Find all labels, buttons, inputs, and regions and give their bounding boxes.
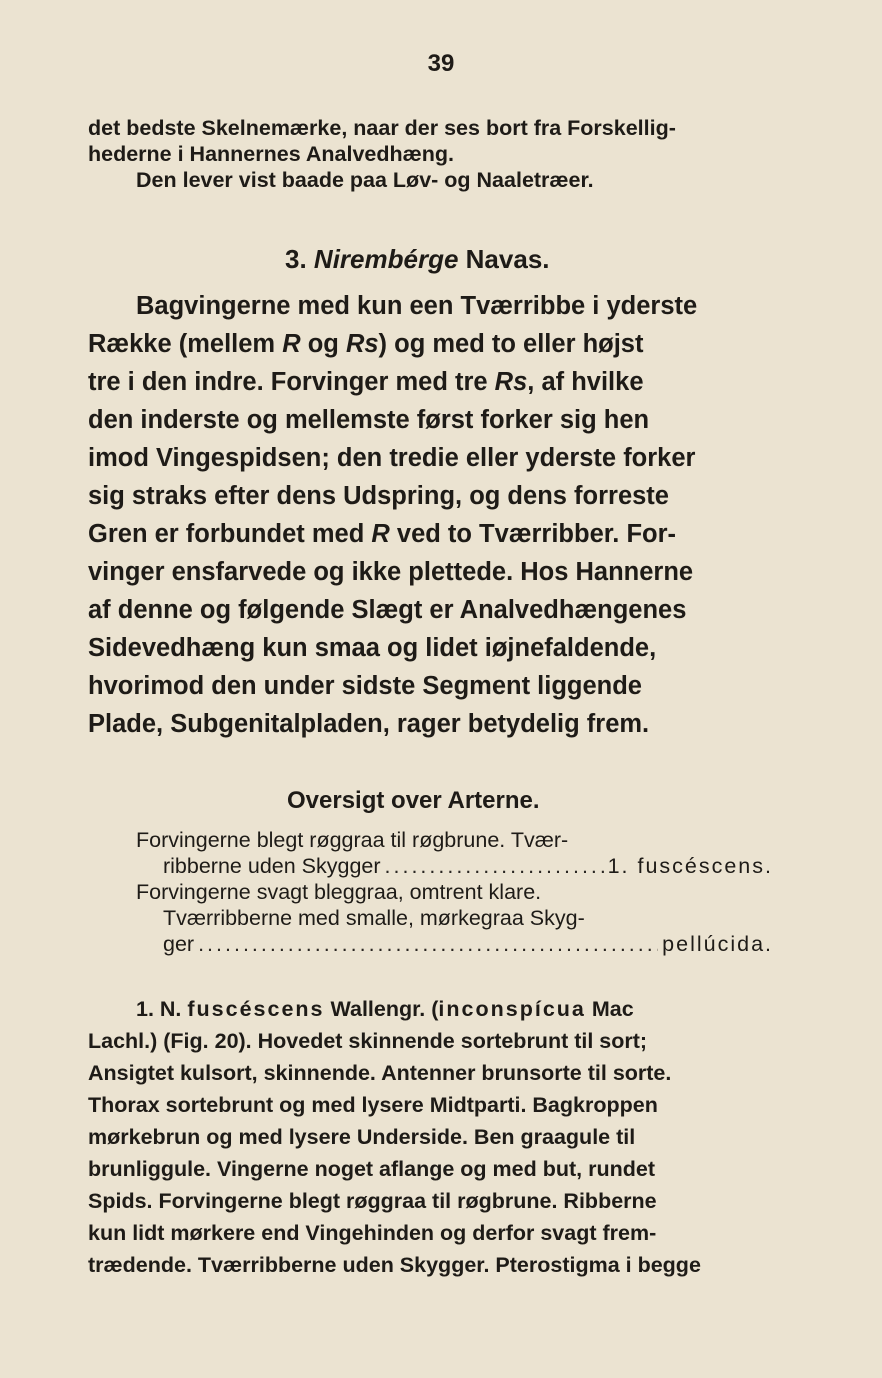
vein-label-rs: Rs — [345, 330, 379, 358]
intro-line-1: det bedste Skelnemærke, naar der ses bort fra Forskellig- — [88, 116, 676, 140]
species-name: fuscéscens — [187, 997, 325, 1021]
description-line-3-part: , af hvilke — [527, 368, 644, 396]
key-entry-2 — [163, 932, 773, 957]
vein-label-rs: Rs — [494, 368, 528, 396]
species-line-1 — [136, 997, 634, 1022]
species-author: Wallengr. ( — [324, 997, 439, 1021]
genus-author: Navas. — [465, 244, 550, 274]
description-line-11: hvorimod den under sidste Segment liggende — [88, 672, 642, 700]
key-line-4: Tværribberne med smalle, mørkegraa Skyg- — [163, 906, 585, 930]
species-line-8: kun lidt mørkere end Vingehinden og derfor svagt frem- — [88, 1221, 657, 1245]
description-line-7-part: Gren er forbundet med — [88, 520, 372, 548]
intro-line-2: hederne i Hannernes Analvedhæng. — [88, 142, 454, 166]
description-line-6: sig straks efter dens Udspring, og dens forreste — [88, 482, 669, 510]
intro-line-3: Den lever vist baade paa Løv- og Naaletræer. — [136, 168, 594, 192]
description-line-2-part: og — [300, 330, 346, 358]
genus-name: Nirembérge — [313, 244, 459, 274]
species-synonym-author: Mac — [585, 997, 634, 1021]
species-line-5: mørkebrun og med lysere Underside. Ben graagule til — [88, 1125, 636, 1149]
leader-dots — [198, 932, 658, 957]
description-line-2-part: ) og med to eller højst — [378, 330, 644, 358]
key-result-1: 1. fuscéscens. — [607, 854, 773, 878]
key-line-1: Forvingerne blegt røggraa til røgbrune. Tvær- — [136, 828, 569, 852]
key-line-3: Forvingerne svagt bleggraa, omtrent klare. — [136, 880, 542, 904]
species-line-6: brunliggule. Vingerne noget aflange og med but, rundet — [88, 1157, 655, 1181]
key-line-2: ribberne uden Skygger — [163, 854, 381, 878]
description-line-5: imod Vingespidsen; den tredie eller yderste forker — [88, 444, 696, 472]
vein-label-r: R — [282, 330, 301, 358]
description-line-9: af denne og følgende Slægt er Analvedhængenes — [88, 596, 687, 624]
species-number: 1. N. — [136, 997, 188, 1021]
description-line-7-part: ved to Tværribber. For- — [389, 520, 677, 548]
description-line-3-part: tre i den indre. Forvinger med tre — [88, 368, 495, 396]
species-line-3: Ansigtet kulsort, skinnende. Antenner brunsorte til sorte. — [88, 1061, 672, 1085]
species-synonym: inconspícua — [438, 997, 586, 1021]
description-line-7 — [88, 520, 676, 549]
description-line-2 — [88, 330, 643, 359]
description-line-12: Plade, Subgenitalpladen, rager betydelig frem. — [88, 710, 650, 738]
vein-label-r: R — [371, 520, 390, 548]
key-result-2: pellúcida. — [662, 932, 773, 956]
page-number: 39 — [427, 50, 455, 77]
description-line-2-part: Række (mellem — [88, 330, 283, 358]
description-line-4: den inderste og mellemste først forker sig hen — [88, 406, 650, 434]
leader-dots — [385, 854, 604, 879]
description-line-3 — [88, 368, 644, 397]
genus-heading — [285, 244, 550, 275]
description-line-10: Sidevedhæng kun smaa og lidet iøjnefaldende, — [88, 634, 657, 662]
description-line-8: vinger ensfarvede og ikke plettede. Hos Hannerne — [88, 558, 694, 586]
species-line-7: Spids. Forvingerne blegt røggraa til røgbrune. Ribberne — [88, 1189, 657, 1213]
key-entry-1 — [163, 854, 773, 879]
description-line-1: Bagvingerne med kun een Tværribbe i yderste — [136, 292, 698, 320]
species-line-4: Thorax sortebrunt og med lysere Midtparti. Bagkroppen — [88, 1093, 658, 1117]
key-line-5: ger — [163, 932, 195, 956]
genus-number: 3. — [285, 244, 307, 274]
overview-title: Oversigt over Arterne. — [287, 787, 540, 814]
species-line-2: Lachl.) (Fig. 20). Hovedet skinnende sortebrunt til sort; — [88, 1029, 648, 1053]
species-line-9: trædende. Tværribberne uden Skygger. Pterostigma i begge — [88, 1253, 701, 1277]
